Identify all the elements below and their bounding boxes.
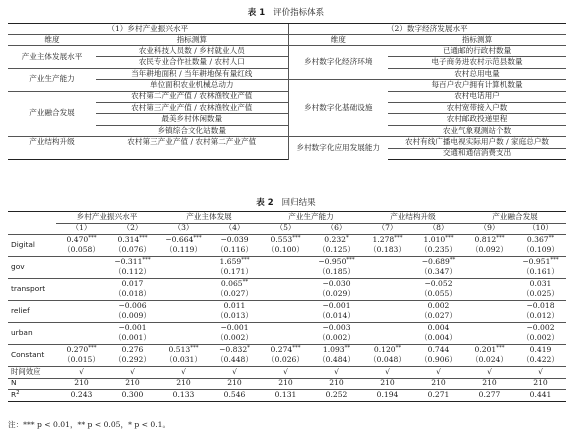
significance-stars: ***	[190, 344, 199, 351]
standard-error	[260, 334, 311, 345]
coefficient: 1.010***	[413, 235, 464, 246]
significance-stars: *	[346, 234, 349, 241]
r2-value: 0.252	[311, 390, 362, 402]
se-row	[8, 356, 566, 367]
right-dimension-cell: 乡村数字化基础设施	[288, 80, 388, 137]
standard-error: （0.183）	[369, 245, 406, 255]
n-value: 210	[107, 378, 158, 390]
index-row	[8, 148, 566, 159]
n-row	[8, 378, 566, 390]
column-number: （6）	[326, 223, 347, 233]
checkmark: √	[515, 367, 566, 379]
coef-row	[8, 323, 566, 334]
standard-error: （0.100）	[267, 245, 304, 255]
left-dimension-cell: 产业融合发展	[8, 91, 96, 137]
coef-row	[8, 345, 566, 356]
standard-error	[362, 334, 413, 345]
index-row	[8, 68, 566, 79]
group-header: 产业主体发展	[158, 212, 260, 224]
column-number: （3）	[173, 223, 194, 233]
coefficient: 0.419	[515, 345, 566, 356]
standard-error: （0.125）	[318, 245, 355, 255]
significance-stars: ***	[142, 256, 151, 263]
column-number-row	[8, 223, 566, 235]
coefficient	[56, 279, 107, 290]
standard-error: （0.002）	[318, 333, 355, 343]
standard-error: （0.235）	[420, 245, 457, 255]
coefficient	[464, 301, 515, 312]
significance-stars: **	[548, 234, 555, 241]
variable-label: transport	[8, 279, 56, 301]
coefficient: 0.017	[107, 279, 158, 290]
significance-stars: ***	[88, 234, 97, 241]
left-dimension-cell: 产业结构升级	[8, 137, 96, 148]
r2-value: 0.194	[362, 390, 413, 402]
standard-error: （0.013）	[216, 311, 253, 321]
standard-error	[56, 334, 107, 345]
n-value: 210	[413, 378, 464, 390]
significance-stars: ***	[292, 234, 301, 241]
n-value: 210	[362, 378, 413, 390]
index-row	[8, 91, 566, 102]
coefficient: 1.278***	[362, 235, 413, 246]
coefficient: 0.367**	[515, 235, 566, 246]
standard-error: （0.109）	[522, 245, 559, 255]
coefficient	[362, 279, 413, 290]
significance-stars: **	[395, 344, 402, 351]
standard-error	[464, 268, 515, 279]
right-indicator-cell: 农村有线广播电视实际用户数 / 家庭总户数	[388, 137, 566, 148]
coefficient	[362, 301, 413, 312]
coefficient: −0.018	[515, 301, 566, 312]
group-header: 产业结构升级	[362, 212, 464, 224]
se-row	[8, 312, 566, 323]
coefficient: 0.812***	[464, 235, 515, 246]
significance-stars: **	[449, 256, 456, 263]
coefficient: 0.011	[209, 301, 260, 312]
coefficient: −0.003	[311, 323, 362, 334]
standard-error: （0.116）	[216, 245, 253, 255]
variable-label: relief	[8, 301, 56, 323]
group-header: 乡村产业振兴水平	[56, 212, 158, 224]
coefficient: 0.120**	[362, 345, 413, 356]
coefficient: −0.311***	[107, 257, 158, 268]
standard-error: （0.001）	[114, 333, 151, 343]
significance-stars: ***	[241, 256, 250, 263]
se-row	[8, 246, 566, 257]
coefficient	[260, 257, 311, 268]
right-indicator-cell: 农村总用电量	[388, 68, 566, 79]
standard-error: （0.119）	[165, 245, 202, 255]
variable-label: Constant	[8, 345, 56, 367]
right-indicator-cell: 农村宽带接入户数	[388, 102, 566, 113]
coefficient: 0.065**	[209, 279, 260, 290]
standard-error: （0.185）	[318, 267, 355, 277]
r2-value: 0.271	[413, 390, 464, 402]
variable-label: gov	[8, 257, 56, 279]
n-value: 210	[158, 378, 209, 390]
table2-number: 表 2	[256, 198, 274, 208]
coefficient: 0.270***	[56, 345, 107, 356]
left-indicator-cell: 农业科技人员数 / 乡村就业人员	[96, 46, 288, 57]
n-value: 210	[260, 378, 311, 390]
left-indicator-cell: 农村第二产业产值 / 农林渔牧业产值	[96, 91, 288, 102]
index-row	[8, 137, 566, 148]
coefficient: 0.744	[413, 345, 464, 356]
r2-superscript: 2	[16, 389, 20, 396]
n-value: 210	[464, 378, 515, 390]
variable-label: urban	[8, 323, 56, 345]
checkmark: √	[464, 367, 515, 379]
standard-error	[362, 268, 413, 279]
coefficient	[56, 323, 107, 334]
group-header: 产业融合发展	[464, 212, 566, 224]
significance-stars: ***	[292, 344, 301, 351]
coefficient	[158, 279, 209, 290]
column-number: （8）	[428, 223, 449, 233]
r2-value: 0.300	[107, 390, 158, 402]
se-row	[8, 268, 566, 279]
variable-label: Digital	[8, 235, 56, 257]
standard-error: （0.031）	[165, 355, 202, 365]
column-number: （10）	[528, 223, 553, 233]
se-row	[8, 290, 566, 301]
coefficient: 1.093**	[311, 345, 362, 356]
checkmark: √	[209, 367, 260, 379]
r2-value: 0.243	[56, 390, 107, 402]
column-number: （7）	[377, 223, 398, 233]
significance-stars: **	[344, 344, 351, 351]
standard-error: （0.002）	[216, 333, 253, 343]
standard-error	[464, 290, 515, 301]
coefficient	[158, 301, 209, 312]
right-indicator-cell: 每百户农户拥有计算机数量	[388, 80, 566, 91]
coefficient: −0.001	[311, 301, 362, 312]
coefficient	[260, 279, 311, 290]
coef-row	[8, 279, 566, 290]
coefficient: 0.031	[515, 279, 566, 290]
n-label: N	[8, 378, 56, 390]
table2-caption	[0, 196, 572, 208]
standard-error	[158, 312, 209, 323]
se-row	[8, 334, 566, 345]
standard-error: （0.347）	[420, 267, 457, 277]
coefficient: 0.004	[413, 323, 464, 334]
standard-error: （0.004）	[420, 333, 457, 343]
coefficient	[464, 279, 515, 290]
coefficient: 0.314***	[107, 235, 158, 246]
standard-error: （0.161）	[522, 267, 559, 277]
coefficient	[158, 257, 209, 268]
coef-row	[8, 257, 566, 268]
left-indicator-cell: 农村第三产业产值 / 农林渔牧业产值	[96, 102, 288, 113]
standard-error: （0.018）	[114, 289, 151, 299]
standard-error	[158, 290, 209, 301]
coefficient	[56, 257, 107, 268]
right-indicator-cell: 农村电话用户	[388, 91, 566, 102]
corner-cell	[8, 212, 56, 224]
standard-error: （0.027）	[420, 311, 457, 321]
standard-error: （0.906）	[420, 355, 457, 365]
standard-error: （0.025）	[522, 289, 559, 299]
standard-error: （0.055）	[420, 289, 457, 299]
standard-error: （0.002）	[522, 333, 559, 343]
table1-title: 评价指标体系	[273, 8, 325, 18]
coefficient	[464, 323, 515, 334]
significance-stars: ***	[88, 344, 97, 351]
standard-error: （0.422）	[522, 355, 559, 365]
coefficient: −0.664***	[158, 235, 209, 246]
standard-error: （0.112）	[114, 267, 151, 277]
regression-results-table	[8, 211, 566, 402]
standard-error	[464, 312, 515, 323]
checkmark: √	[260, 367, 311, 379]
significance-stars: ***	[550, 256, 559, 263]
coefficient: 0.276	[107, 345, 158, 356]
significance-stars: ***	[193, 234, 202, 241]
right-dimension-cell: 乡村数字化经济环境	[288, 46, 388, 80]
standard-error: （0.076）	[114, 245, 151, 255]
significance-stars: ***	[496, 234, 505, 241]
coefficient: −0.832*	[209, 345, 260, 356]
corner-cell	[8, 223, 56, 235]
standard-error: （0.171）	[216, 267, 253, 277]
standard-error	[56, 312, 107, 323]
left-indicator-cell: 单位面积农业机械总动力	[96, 80, 288, 91]
evaluation-index-table	[8, 23, 566, 160]
standard-error: （0.014）	[318, 311, 355, 321]
coefficient: 0.002	[413, 301, 464, 312]
group-header: 产业生产能力	[260, 212, 362, 224]
coefficient: −0.052	[413, 279, 464, 290]
standard-error	[260, 268, 311, 279]
empty-cell	[96, 148, 288, 159]
standard-error: （0.015）	[63, 355, 100, 365]
coefficient	[260, 323, 311, 334]
significance-note: 注：*** p < 0.01，** p < 0.05，* p < 0.1。	[8, 420, 171, 429]
coefficient: −0.001	[209, 323, 260, 334]
standard-error	[260, 312, 311, 323]
standard-error: （0.029）	[318, 289, 355, 299]
group-header-row	[8, 212, 566, 224]
right-indicator-cell: 交通和通信消费支出	[388, 148, 566, 159]
left-indicator-cell: 当年耕地面积 / 当年耕地保有量红线	[96, 68, 288, 79]
standard-error: （0.048）	[369, 355, 406, 365]
r2-value: 0.277	[464, 390, 515, 402]
r2-value: 0.546	[209, 390, 260, 402]
coefficient: 1.659***	[209, 257, 260, 268]
r2-value: 0.441	[515, 390, 566, 402]
left-indicator-cell: 乡镇综合文化站数量	[96, 125, 288, 136]
standard-error	[362, 290, 413, 301]
standard-error: （0.484）	[318, 355, 355, 365]
right-indicator-cell: 农村邮政投递里程	[388, 114, 566, 125]
coefficient: −0.951***	[515, 257, 566, 268]
coef-row	[8, 301, 566, 312]
checkmark: √	[362, 367, 413, 379]
standard-error: （0.092）	[471, 245, 508, 255]
checkmark: √	[56, 367, 107, 379]
standard-error	[158, 268, 209, 279]
coefficient: 0.232*	[311, 235, 362, 246]
n-value: 210	[311, 378, 362, 390]
coefficient: −0.950***	[311, 257, 362, 268]
left-indicator-cell: 农村第三产业产值 / 农村第二产业产值	[96, 137, 288, 148]
coefficient: 0.201***	[464, 345, 515, 356]
column-number: （9）	[479, 223, 500, 233]
n-value: 210	[209, 378, 260, 390]
coefficient: 0.513***	[158, 345, 209, 356]
r2-value: 0.133	[158, 390, 209, 402]
time-effect-row	[8, 367, 566, 379]
col-indicator-left: 指标测算	[96, 35, 288, 46]
table1-caption	[0, 6, 572, 18]
column-number: （4）	[224, 223, 245, 233]
coefficient	[362, 323, 413, 334]
time-effect-label: 时间效应	[8, 367, 56, 379]
coefficient: 0.470***	[56, 235, 107, 246]
significance-stars: ***	[445, 234, 454, 241]
coefficient: −0.001	[107, 323, 158, 334]
col-indicator-right: 指标测算	[388, 35, 566, 46]
left-indicator-cell: 农民专业合作社数量 / 农村人口	[96, 57, 288, 68]
checkmark: √	[311, 367, 362, 379]
left-indicator-cell: 最美乡村休闲数量	[96, 114, 288, 125]
checkmark: √	[107, 367, 158, 379]
right-dimension-cell: 乡村数字化应用发展能力	[288, 137, 388, 160]
coefficient: 0.274***	[260, 345, 311, 356]
standard-error	[464, 334, 515, 345]
coefficient: −0.039	[209, 235, 260, 246]
significance-stars: ***	[496, 344, 505, 351]
column-number: （1）	[71, 223, 92, 233]
col-dimension-right: 维度	[288, 35, 388, 46]
left-dimension-cell: 产业生产能力	[8, 68, 96, 91]
standard-error: （0.292）	[114, 355, 151, 365]
right-indicator-cell: 农业气象观测站个数	[388, 125, 566, 136]
coefficient	[158, 323, 209, 334]
index-row	[8, 46, 566, 57]
coefficient	[56, 301, 107, 312]
checkmark: √	[413, 367, 464, 379]
column-number: （5）	[275, 223, 296, 233]
column-number: （2）	[122, 223, 143, 233]
r2-value: 0.131	[260, 390, 311, 402]
coefficient: −0.030	[311, 279, 362, 290]
coefficient: −0.689**	[413, 257, 464, 268]
table2-title: 回归结果	[281, 198, 316, 208]
standard-error	[260, 290, 311, 301]
standard-error	[56, 290, 107, 301]
standard-error	[362, 312, 413, 323]
coefficient: −0.006	[107, 301, 158, 312]
significance-stars: ***	[346, 256, 355, 263]
col-dimension-left: 维度	[8, 35, 96, 46]
standard-error: （0.026）	[267, 355, 304, 365]
left-group-header: （1）乡村产业振兴水平	[8, 24, 288, 35]
standard-error: （0.024）	[471, 355, 508, 365]
significance-stars: ***	[139, 234, 148, 241]
coefficient: 0.553***	[260, 235, 311, 246]
significance-stars: ***	[394, 234, 403, 241]
significance-stars: *	[247, 344, 250, 351]
empty-cell	[8, 148, 96, 159]
table1-number: 表 1	[247, 8, 266, 18]
coefficient: −0.002	[515, 323, 566, 334]
n-value: 210	[56, 378, 107, 390]
standard-error	[158, 334, 209, 345]
standard-error: （0.448）	[216, 355, 253, 365]
standard-error	[56, 268, 107, 279]
standard-error: （0.027）	[216, 289, 253, 299]
standard-error: （0.012）	[522, 311, 559, 321]
standard-error: （0.009）	[114, 311, 151, 321]
checkmark: √	[158, 367, 209, 379]
right-indicator-cell: 已通邮的行政村数量	[388, 46, 566, 57]
significance-stars: **	[242, 278, 249, 285]
coefficient	[260, 301, 311, 312]
coefficient	[362, 257, 413, 268]
right-group-header: （2）数字经济发展水平	[288, 24, 566, 35]
right-indicator-cell: 电子商务进农村示范县数量	[388, 57, 566, 68]
r2-label: $R^2$	[8, 390, 56, 402]
left-dimension-cell: 产业主体发展水平	[8, 46, 96, 69]
n-value: 210	[515, 378, 566, 390]
standard-error: （0.058）	[63, 245, 100, 255]
coef-row	[8, 235, 566, 246]
coefficient	[464, 257, 515, 268]
r2-row	[8, 390, 566, 402]
